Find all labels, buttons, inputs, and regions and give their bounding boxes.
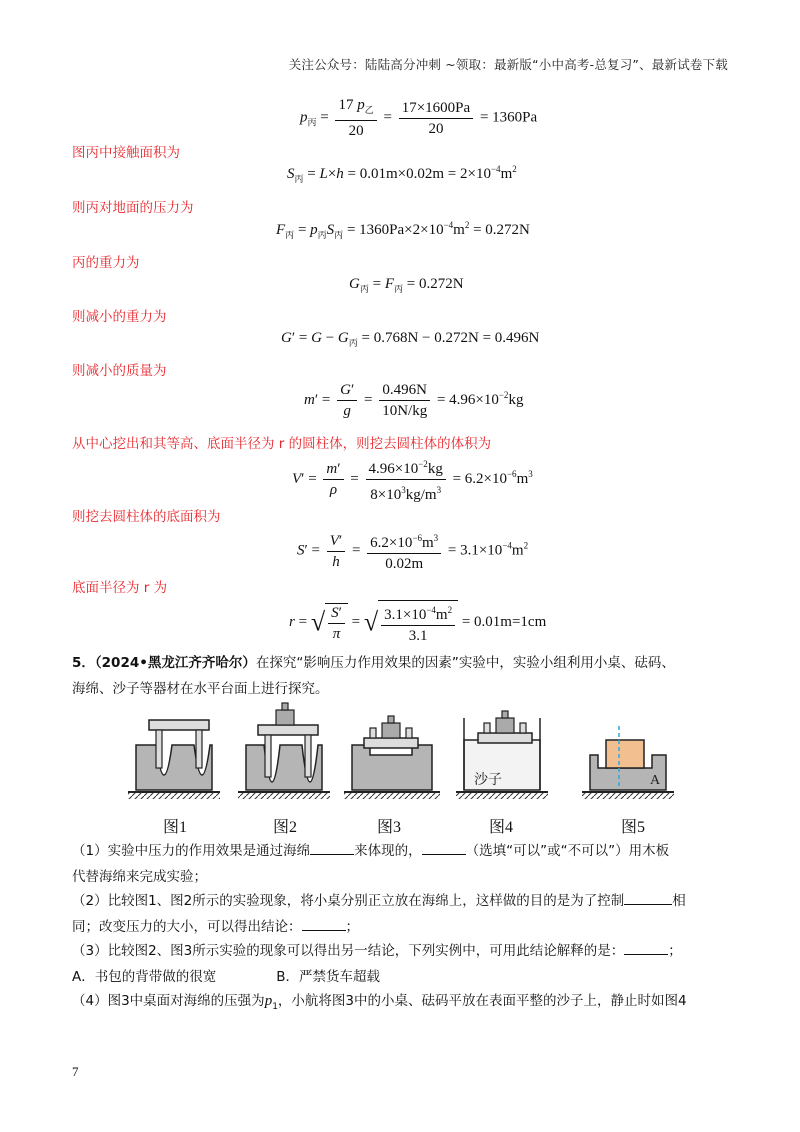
figure-3 <box>344 716 440 799</box>
figure-5 <box>582 726 674 799</box>
figure-4 <box>456 711 548 799</box>
figure-caption-3: 图3 <box>377 819 402 836</box>
answer-blank[interactable] <box>310 854 354 855</box>
equation-pressure-bing: $p_丙$ = $\frac{17 p_乙}{20}$ = $\frac{17\times 1600Pa}{20}$ = 1360Pa <box>300 97 538 139</box>
sub-question-3: （3）比较图2、图3所示实验的现象可以得出另一结论，下列实例中，可用此结论解释的是： ； A．书包的背带做的很宽 B．严禁货车超载 <box>72 943 682 985</box>
question-stem: 5．（2024•黑龙江齐齐哈尔）在探究“影响压力作用效果的因素”实验中，实验小组利用小桌、砝码、 海绵、沙子等器材在水平台面上进行探究。 <box>72 655 675 697</box>
equation-gravity: $G_丙 = F_丙 = 0.272N$ <box>349 276 464 294</box>
answer-blank[interactable] <box>624 904 672 905</box>
figure-caption-2: 图2 <box>273 819 298 836</box>
step-label: 则减小的重力为 <box>72 309 167 325</box>
step-label: 丙的重力为 <box>72 255 140 271</box>
step-label: 则挖去圆柱体的底面积为 <box>72 509 221 525</box>
block-a-label: A <box>650 773 661 788</box>
answer-blank[interactable] <box>302 930 346 931</box>
figure-2 <box>238 703 330 799</box>
equation-reduced-mass: m′ = $\frac{G'}{g}$ = $\frac{0.496N}{10N/kg}$ = $4.96\times 10^{-2}kg$ <box>304 382 524 419</box>
answer-blank[interactable] <box>422 854 466 855</box>
step-label: 则减小的质量为 <box>72 363 167 379</box>
step-label: 从中心挖出和其等高、底面半径为 r 的圆柱体，则挖去圆柱体的体积为 <box>72 436 492 452</box>
option-b: B．严禁货车超载 <box>276 969 381 985</box>
equation-force: $F_丙 = p_丙S_丙 = 1360Pa\times 2\times 10^{-4}m^2 = 0.272N$ <box>276 220 530 240</box>
sub-question-2: （2）比较图1、图2所示的实验现象，将小桌分别正立放在海绵上，这样做的目的是为了控制 相 同；改变压力的大小，可以得出结论： ； <box>72 893 686 935</box>
step-label: 则丙对地面的压力为 <box>72 200 194 216</box>
step-label: 底面半径为 r 为 <box>72 580 168 596</box>
page-number: 7 <box>72 1064 79 1079</box>
equation-volume: V′ = $\frac{m'}{\rho}$ = $\frac{4.96\times 10^{-2}kg}{8\times 10^3kg/m^3}$ = $6.2\times 10^{-6}m^3$ <box>292 455 533 504</box>
equation-base-area: S′ = $\frac{V'}{h}$ = $\frac{6.2\times 10^{-6}m^3}{0.02m}$ = $3.1\times 10^{-4}m^2$ <box>297 529 528 573</box>
page-header: 关注公众号：陆陆高分冲刺 ~领取：最新版“小中高考-总复习”、最新试卷下载 <box>288 57 728 72</box>
figure-caption-1: 图1 <box>163 819 188 836</box>
figure-caption-5: 图5 <box>621 819 646 836</box>
option-a: A．书包的背带做的很宽 <box>72 969 217 985</box>
sub-question-4: （4）图3中桌面对海绵的压强为$p_1$，小航将图3中的小桌、砝码平放在表面平整的沙子上，静止时如图4 <box>72 993 687 1012</box>
answer-blank[interactable] <box>624 954 668 955</box>
equation-radius: r = √ $\frac{S'}{\pi}$ = √ $\frac{3.1\times 10^{-4}m^2}{3.1}$ = 0.01m=1cm <box>289 600 546 645</box>
sand-label: 沙子 <box>474 772 502 788</box>
question-number: 5． <box>72 655 95 671</box>
equation-area: $S_丙 = L\times h = 0.01m\times 0.02m = 2\times 10^{-4}m^2$ <box>287 164 517 184</box>
figure-1 <box>128 720 220 799</box>
question-source: （2024•黑龙江齐齐哈尔） <box>94 655 256 671</box>
equation-reduced-gravity: $G' = G - G_丙 = 0.768N - 0.272N = 0.496N$ <box>281 330 540 348</box>
experiment-figures <box>120 700 680 810</box>
sub-question-1: （1）实验中压力的作用效果是通过海绵 来体现的， （选填“可以”或“不可以”）用木板 代替海绵来完成实验； <box>72 843 670 885</box>
figure-caption-4: 图4 <box>489 819 514 836</box>
step-label: 图丙中接触面积为 <box>72 145 180 161</box>
